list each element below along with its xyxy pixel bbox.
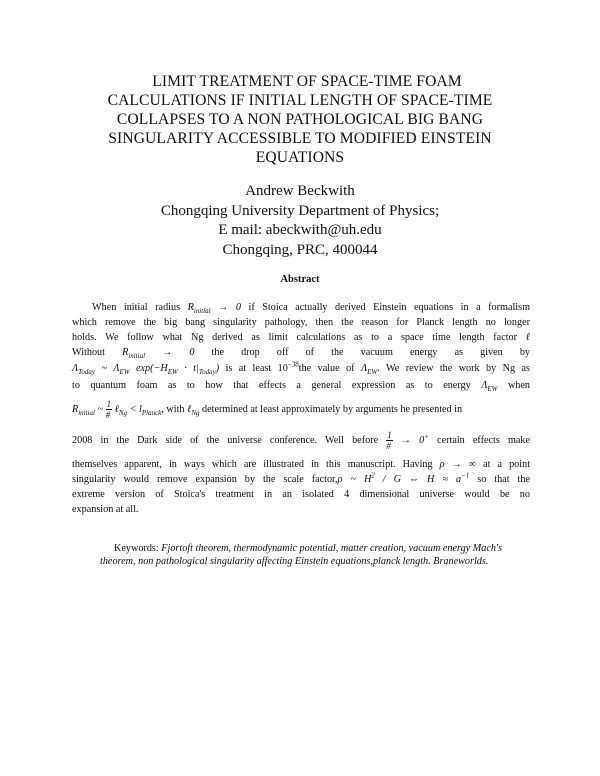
title-line: CALCULATIONS IF INITIAL LENGTH OF SPACE-TIME [107, 92, 493, 109]
abstract-line: to quantum foam as to how that effects a general expression as to energy $\Lambda_{EW}$ when [72, 380, 531, 394]
author-name: Andrew Beckwith [245, 183, 355, 199]
abstract-line: $R_{initial}$ ~ $\frac{1}{\#}$ ℓ$_{Ng}$ < $l_{Planck}$, with ℓ$_{Ng}$ determined at least approximately by arguments he presented in [72, 399, 463, 421]
title-line: EQUATIONS [255, 149, 345, 166]
formula: ρ ~ $H^2$ / G ⇔ $H \approx a^{-1}$ [337, 471, 470, 485]
abstract-heading: Abstract [280, 274, 320, 285]
author-block [100, 182, 500, 260]
author-email: E mail: abeckwith@uh.edu [218, 222, 382, 238]
author-location: Chongqing, PRC, 400044 [222, 241, 378, 258]
title-line: LIMIT TREATMENT OF SPACE-TIME FOAM [152, 73, 462, 90]
abstract-line: singularity would remove expansion by the scale factor,ρ ~ $H^2$ / G ⇔ $H \approx a^{-1}$ so that the [72, 471, 531, 485]
formula: ℓ$_{Ng}$ [187, 404, 200, 418]
formula: $R_{initial} \to 0$ [187, 302, 241, 316]
abstract-line: holds. We follow what Ng derived as limit calculations as to a space time length factor ℓ [72, 332, 530, 343]
keywords-list: Fjortoft theorem, thermodynamic potential, matter creation, vacuum energy Mach's theorem, non pathological singularity affecting Einstein equations,planck length. Braneworlds. [100, 543, 503, 567]
formula: $R_{initial} \to 0$ [122, 347, 195, 361]
formula: $\Lambda_{EW}$ [481, 380, 498, 394]
abstract-line: 2008 in the Dark side of the universe conference. Well before $\frac{1}{\#}$ → 0+ certain effects make [72, 430, 530, 452]
formula: ρ → ∞ [439, 459, 477, 470]
formula: ℓ [525, 332, 530, 343]
paper-title [60, 72, 540, 167]
formula: $\Lambda_{EW}$ [360, 363, 378, 377]
formula: $\frac{1}{\#}$ → 0+ [386, 430, 429, 452]
abstract-line: themselves apparent, in ways which are illustrated in this manuscript. Having ρ → ∞ at a point [72, 459, 531, 470]
title-line: SINGULARITY ACCESSIBLE TO MODIFIED EINSTEIN [108, 130, 492, 147]
title-line: COLLAPSES TO A NON PATHOLOGICAL BIG BANG [116, 111, 484, 128]
abstract-line: When initial radius $R_{initial} \to 0$ if Stoica actually derived Einstein equations in a formalism [92, 302, 531, 316]
keywords-label: Keywords: [114, 543, 159, 554]
abstract-line: $\Lambda_{Today}$ ~ $\Lambda_{EW}$ $\exp(-H_{EW} \cdot t|_{Today})$ is at least $10^{-38}the$ value of $\Lambda_{EW}$. We review the work by Ng as [72, 360, 530, 377]
abstract-line: expansion at all. [72, 504, 139, 515]
abstract-line: which remove the big bang singularity pathology, then the reason for Planck length no longer [72, 317, 530, 328]
keywords-block [100, 542, 540, 568]
abstract-line: extreme version of Stoica's treatment in an isolated 4 dimensional universe would be no [72, 489, 530, 500]
formula: $R_{initial}$ ~ $\frac{1}{\#}$ ℓ$_{Ng}$ < $l_{Planck}$ [72, 399, 162, 421]
abstract-line: Without $R_{initial} \to 0$ the drop off of the vacuum energy as given by [72, 347, 531, 361]
formula: $\Lambda_{Today}$ ~ $\Lambda_{EW}$ $\exp(-H_{EW} \cdot t|_{Today})$ [72, 363, 220, 377]
formula: $10^{-38}$ [277, 360, 299, 374]
abstract-body [72, 300, 530, 517]
author-affiliation: Chongqing University Department of Physics; [160, 202, 440, 219]
